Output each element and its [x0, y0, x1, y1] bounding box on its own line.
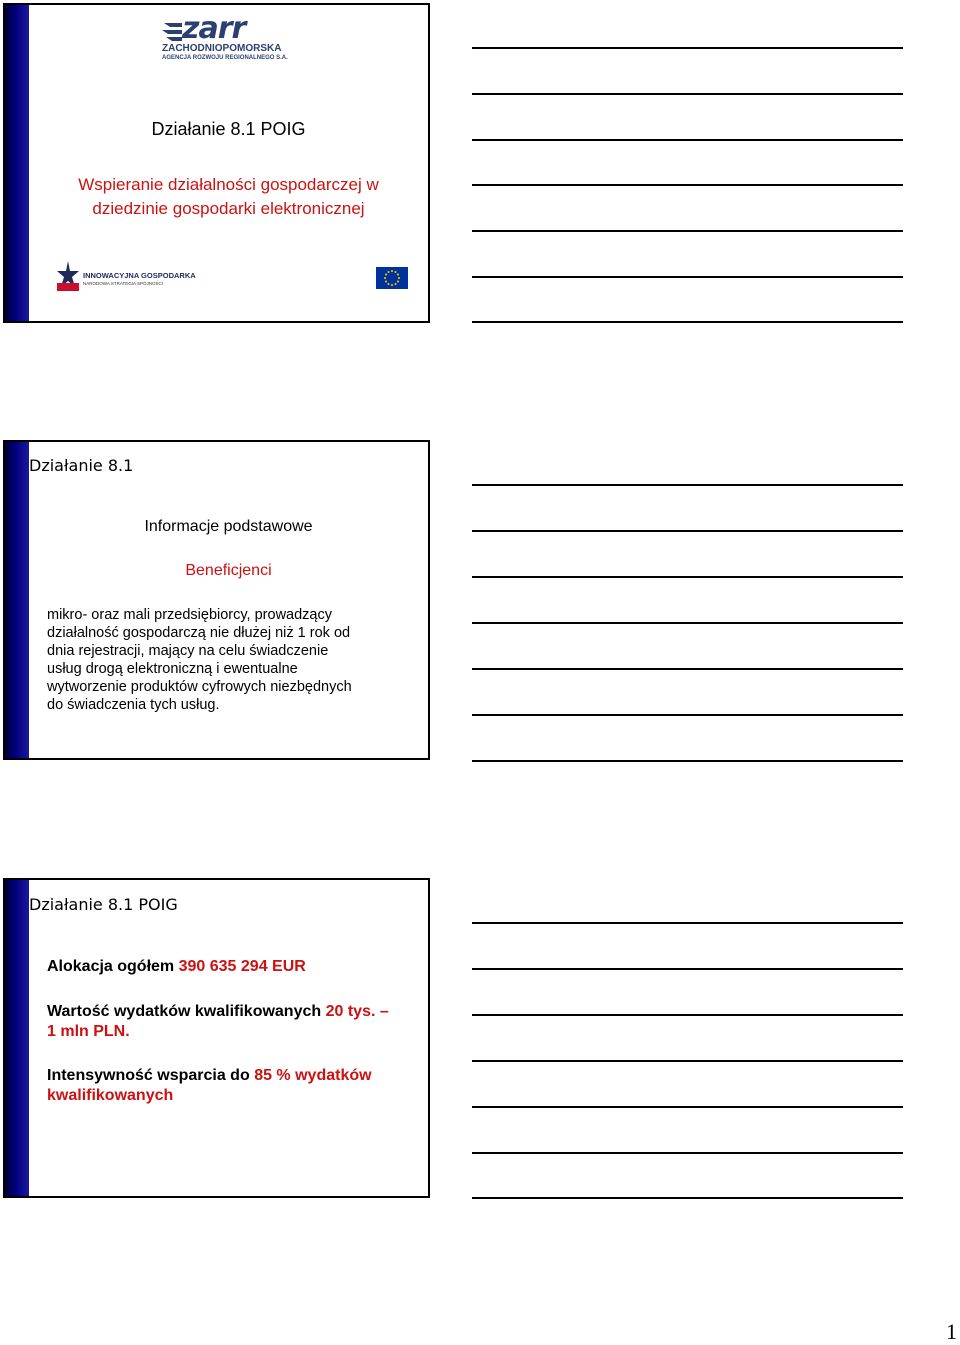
- note-line: [472, 276, 903, 278]
- slide-2-section: Beneficjenci: [185, 562, 272, 579]
- slide-1-subtitle-line2: dziedzinie gospodarki elektronicznej: [92, 199, 365, 218]
- allocation-label: Alokacja ogółem: [47, 958, 175, 975]
- support-intensity: [47, 1066, 372, 1106]
- slide-2-title: Informacje podstawowe: [144, 518, 313, 535]
- note-line: [472, 184, 903, 186]
- zarr-logo: [162, 11, 288, 65]
- eligible-costs-label: Wartość wydatków kwalifikowanych: [47, 1003, 322, 1020]
- slide-3-header: Działanie 8.1 POIG: [29, 895, 178, 914]
- zarr-logo-line1: ZACHODNIOPOMORSKA: [162, 43, 282, 54]
- note-line: [472, 668, 903, 670]
- slide-2: [3, 440, 430, 760]
- note-line: [472, 1106, 903, 1108]
- body-line: dnia rejestracji, mający na celu świadczenie: [47, 643, 329, 659]
- support-intensity-value-cont: kwalifikowanych: [47, 1087, 174, 1104]
- support-intensity-value: 85 % wydatków: [254, 1067, 372, 1084]
- allocation-value: 390 635 294 EUR: [178, 958, 306, 975]
- slide-side-band: [5, 5, 29, 321]
- note-line: [472, 922, 903, 924]
- note-line: [472, 714, 903, 716]
- ig-star-icon: [57, 261, 79, 291]
- eligible-costs-dash: –: [379, 1003, 389, 1020]
- note-line: [472, 1014, 903, 1016]
- note-line: [472, 230, 903, 232]
- ig-logo-line1: INNOWACYJNA GOSPODARKA: [83, 271, 196, 280]
- page-number: 1: [946, 1319, 957, 1344]
- support-intensity-label: Intensywność wsparcia do: [47, 1067, 250, 1084]
- innowacyjna-gospodarka-logo: [57, 261, 196, 296]
- zarr-logo-line2: AGENCJA ROZWOJU REGIONALNEGO S.A.: [162, 55, 288, 61]
- note-line: [472, 576, 903, 578]
- note-line: [472, 1152, 903, 1154]
- slide-1: [3, 3, 430, 323]
- ig-logo-line2: NARODOWA STRATEGIA SPÓJNOŚCI: [83, 281, 164, 286]
- note-line: [472, 760, 903, 762]
- eligible-costs-max: 1 mln PLN.: [47, 1023, 130, 1040]
- note-line: [472, 530, 903, 532]
- slide-2-header: Działanie 8.1: [29, 456, 134, 475]
- slide-2-body: [47, 606, 352, 714]
- eligible-costs-min: 20 tys.: [325, 1003, 376, 1020]
- zarr-mark-icon: [162, 23, 182, 41]
- body-line: działalność gospodarczą nie dłużej niż 1 rok od: [47, 625, 351, 641]
- note-line: [472, 47, 903, 49]
- slide-side-band: [5, 880, 29, 1196]
- allocation-line: [47, 958, 306, 976]
- zarr-logo-word: zarr: [182, 11, 246, 46]
- eu-flag-icon: [376, 267, 408, 289]
- note-line: [472, 622, 903, 624]
- eligible-costs: [47, 1002, 389, 1042]
- slide-1-subtitle-line1: Wspieranie działalności gospodarczej w: [78, 175, 379, 194]
- slide-1-title: Działanie 8.1 POIG: [151, 119, 306, 139]
- note-line: [472, 139, 903, 141]
- note-line: [472, 1060, 903, 1062]
- note-line: [472, 93, 903, 95]
- note-line: [472, 968, 903, 970]
- note-line: [472, 484, 903, 486]
- note-line: [472, 1197, 903, 1199]
- body-line: do świadczenia tych usług.: [47, 697, 220, 713]
- body-line: mikro- oraz mali przedsiębiorcy, prowadzący: [47, 607, 332, 623]
- slide-3: [3, 878, 430, 1198]
- body-line: usług drogą elektroniczną i ewentualne: [47, 661, 298, 677]
- slide-side-band: [5, 442, 29, 758]
- note-line: [472, 321, 903, 323]
- body-line: wytworzenie produktów cyfrowych niezbędnych: [47, 679, 352, 695]
